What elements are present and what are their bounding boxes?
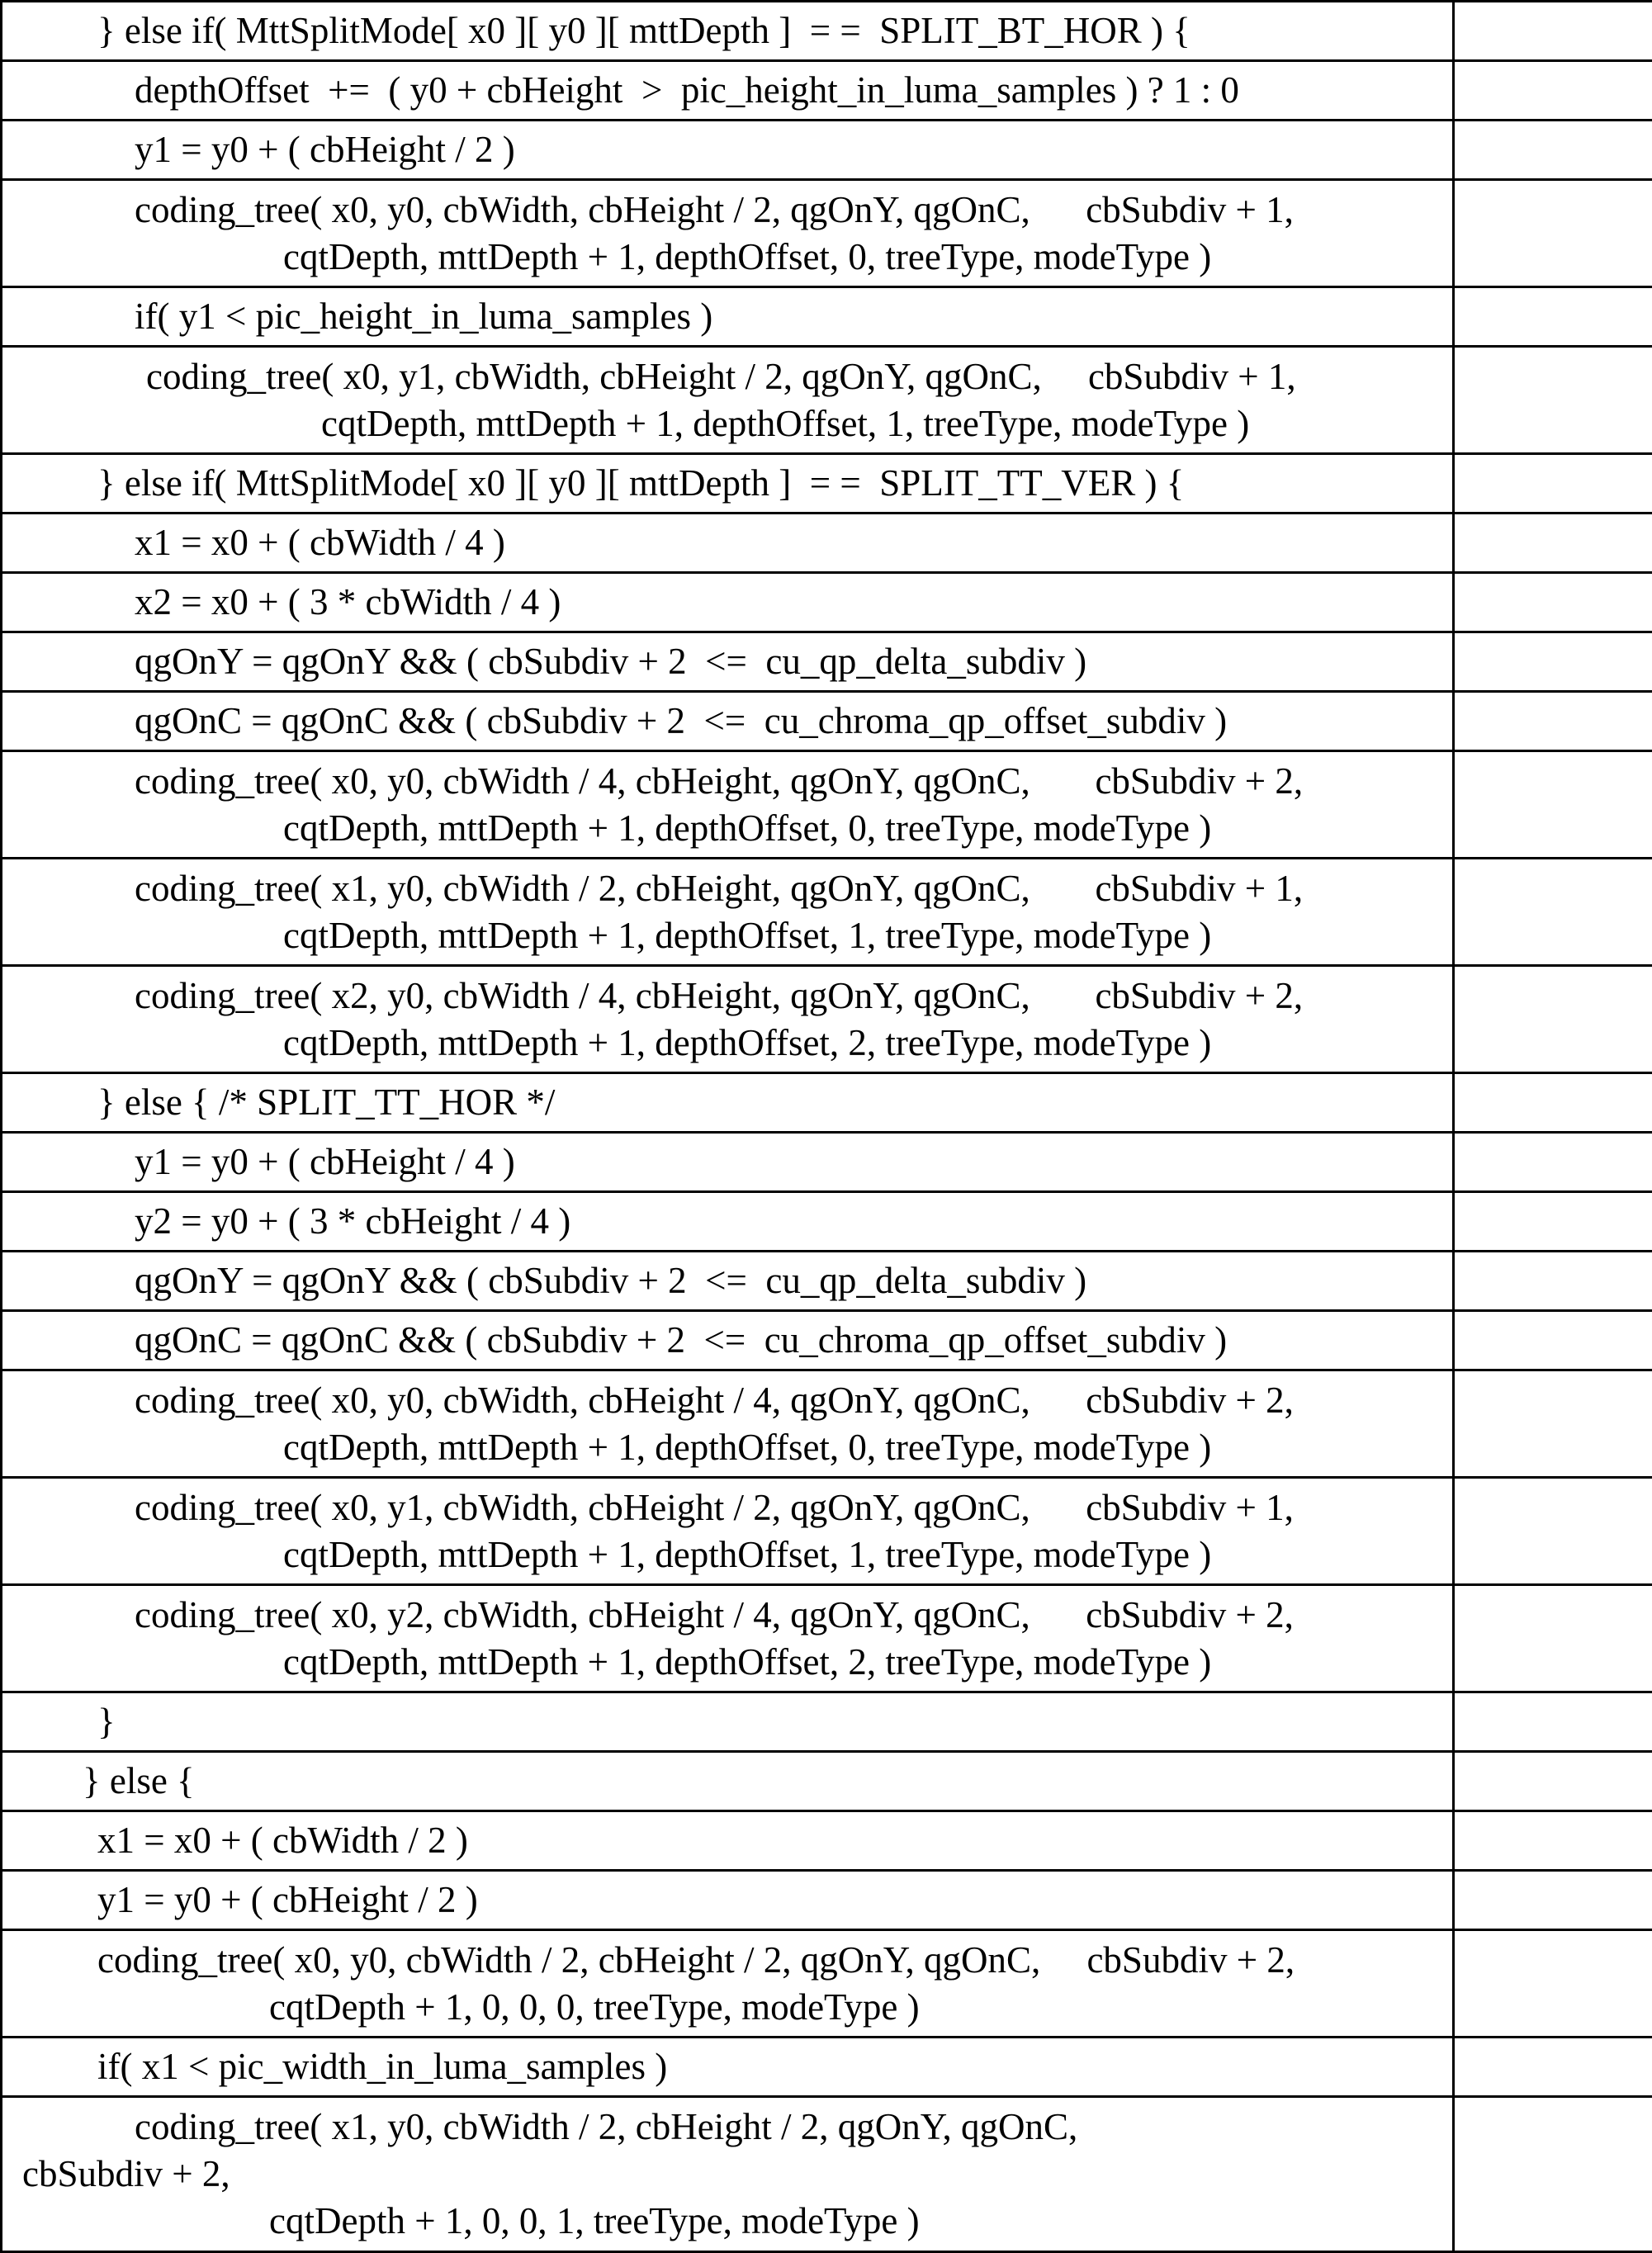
syntax-cell [2, 966, 1454, 1073]
syntax-line: qgOnY = qgOnY && ( cbSubdiv + 2 <= cu_qp_delta_subdiv ) [2, 638, 1452, 685]
table-row [2, 1811, 1652, 1871]
descriptor-cell [1454, 1073, 1652, 1133]
syntax-line: qgOnY = qgOnY && ( cbSubdiv + 2 <= cu_qp_delta_subdiv ) [2, 1257, 1452, 1304]
syntax-line: } [2, 1698, 1452, 1745]
table-row [2, 1692, 1652, 1752]
descriptor-cell [1454, 1133, 1652, 1192]
descriptor-cell [1454, 573, 1652, 632]
table-row [2, 1370, 1652, 1478]
table-row [2, 61, 1652, 121]
syntax-line: coding_tree( x0, y1, cbWidth, cbHeight / 2, qgOnY, qgOnC, cbSubdiv + 1, [2, 353, 1452, 400]
syntax-cell [2, 1252, 1454, 1311]
syntax-line: coding_tree( x0, y0, cbWidth, cbHeight / 4, qgOnY, qgOnC, cbSubdiv + 2, [2, 1377, 1452, 1424]
table-row [2, 632, 1652, 692]
descriptor-cell [1454, 1752, 1652, 1811]
syntax-line: cqtDepth, mttDepth + 1, depthOffset, 1, treeType, modeType ) [2, 400, 1452, 447]
descriptor-cell [1454, 2097, 1652, 2252]
descriptor-cell [1454, 1311, 1652, 1370]
syntax-cell [2, 1478, 1454, 1585]
syntax-line: x2 = x0 + ( 3 * cbWidth / 4 ) [2, 579, 1452, 626]
syntax-line: coding_tree( x0, y1, cbWidth, cbHeight / 2, qgOnY, qgOnC, cbSubdiv + 1, [2, 1484, 1452, 1531]
descriptor-cell [1454, 454, 1652, 514]
syntax-line: cqtDepth + 1, 0, 0, 1, treeType, modeType ) [2, 2198, 1452, 2245]
syntax-cell [2, 1370, 1454, 1478]
descriptor-cell [1454, 2038, 1652, 2097]
descriptor-cell [1454, 1370, 1652, 1478]
descriptor-cell [1454, 347, 1652, 454]
descriptor-cell [1454, 514, 1652, 573]
syntax-line: coding_tree( x0, y0, cbWidth / 4, cbHeight, qgOnY, qgOnC, cbSubdiv + 2, [2, 758, 1452, 805]
table-row [2, 1930, 1652, 2038]
syntax-line: cqtDepth, mttDepth + 1, depthOffset, 2, treeType, modeType ) [2, 1020, 1452, 1067]
syntax-cell [2, 2097, 1454, 2252]
syntax-line: x1 = x0 + ( cbWidth / 2 ) [2, 1817, 1452, 1864]
descriptor-cell [1454, 1811, 1652, 1871]
syntax-cell [2, 1811, 1454, 1871]
descriptor-cell [1454, 180, 1652, 287]
syntax-line: coding_tree( x0, y2, cbWidth, cbHeight / 4, qgOnY, qgOnC, cbSubdiv + 2, [2, 1592, 1452, 1639]
syntax-line: y2 = y0 + ( 3 * cbHeight / 4 ) [2, 1198, 1452, 1245]
syntax-line: cqtDepth, mttDepth + 1, depthOffset, 2, treeType, modeType ) [2, 1639, 1452, 1686]
syntax-cell [2, 287, 1454, 347]
table-row [2, 514, 1652, 573]
syntax-line: coding_tree( x1, y0, cbWidth / 2, cbHeight / 2, qgOnY, qgOnC, [2, 2104, 1452, 2151]
descriptor-cell [1454, 632, 1652, 692]
syntax-line: y1 = y0 + ( cbHeight / 4 ) [2, 1138, 1452, 1186]
syntax-cell [2, 2038, 1454, 2097]
descriptor-cell [1454, 1871, 1652, 1930]
syntax-cell [2, 1585, 1454, 1692]
table-row [2, 1252, 1652, 1311]
table-row [2, 287, 1652, 347]
table-row [2, 121, 1652, 180]
table-row [2, 1133, 1652, 1192]
syntax-cell [2, 573, 1454, 632]
descriptor-cell [1454, 1192, 1652, 1252]
syntax-line: depthOffset += ( y0 + cbHeight > pic_height_in_luma_samples ) ? 1 : 0 [2, 67, 1452, 114]
syntax-cell [2, 1871, 1454, 1930]
descriptor-cell [1454, 1930, 1652, 2038]
table-row [2, 180, 1652, 287]
table-row [2, 1478, 1652, 1585]
table-row [2, 347, 1652, 454]
syntax-line: cqtDepth, mttDepth + 1, depthOffset, 0, treeType, modeType ) [2, 1424, 1452, 1471]
table-row [2, 1752, 1652, 1811]
table-row [2, 692, 1652, 751]
syntax-line: } else if( MttSplitMode[ x0 ][ y0 ][ mttDepth ] = = SPLIT_TT_VER ) { [2, 460, 1452, 507]
syntax-cell [2, 1930, 1454, 2038]
descriptor-cell [1454, 1692, 1652, 1752]
syntax-line: cqtDepth, mttDepth + 1, depthOffset, 0, treeType, modeType ) [2, 234, 1452, 281]
syntax-line: x1 = x0 + ( cbWidth / 4 ) [2, 519, 1452, 566]
table-row [2, 1871, 1652, 1930]
syntax-cell [2, 751, 1454, 859]
syntax-line: y1 = y0 + ( cbHeight / 2 ) [2, 1877, 1452, 1924]
descriptor-cell [1454, 859, 1652, 966]
descriptor-cell [1454, 966, 1652, 1073]
descriptor-cell [1454, 692, 1652, 751]
syntax-line: cbSubdiv + 2, [2, 2151, 1452, 2198]
syntax-line: coding_tree( x1, y0, cbWidth / 2, cbHeight, qgOnY, qgOnC, cbSubdiv + 1, [2, 865, 1452, 912]
syntax-line: y1 = y0 + ( cbHeight / 2 ) [2, 126, 1452, 173]
descriptor-cell [1454, 1585, 1652, 1692]
descriptor-cell [1454, 1252, 1652, 1311]
syntax-table-body [2, 2, 1652, 2252]
syntax-line: coding_tree( x0, y0, cbWidth / 2, cbHeight / 2, qgOnY, qgOnC, cbSubdiv + 2, [2, 1937, 1452, 1984]
syntax-cell [2, 347, 1454, 454]
syntax-line: coding_tree( x2, y0, cbWidth / 4, cbHeight, qgOnY, qgOnC, cbSubdiv + 2, [2, 973, 1452, 1020]
syntax-cell [2, 1752, 1454, 1811]
syntax-line: cqtDepth, mttDepth + 1, depthOffset, 0, treeType, modeType ) [2, 805, 1452, 852]
descriptor-cell [1454, 751, 1652, 859]
syntax-line: cqtDepth, mttDepth + 1, depthOffset, 1, treeType, modeType ) [2, 1531, 1452, 1579]
syntax-cell [2, 1311, 1454, 1370]
table-row [2, 859, 1652, 966]
table-row [2, 966, 1652, 1073]
syntax-line: cqtDepth, mttDepth + 1, depthOffset, 1, treeType, modeType ) [2, 912, 1452, 959]
table-row [2, 751, 1652, 859]
table-row [2, 2097, 1652, 2252]
syntax-cell [2, 632, 1454, 692]
table-row [2, 2, 1652, 61]
syntax-cell [2, 1192, 1454, 1252]
table-row [2, 2038, 1652, 2097]
table-row [2, 454, 1652, 514]
descriptor-cell [1454, 1478, 1652, 1585]
syntax-cell [2, 1692, 1454, 1752]
syntax-cell [2, 859, 1454, 966]
syntax-line: qgOnC = qgOnC && ( cbSubdiv + 2 <= cu_chroma_qp_offset_subdiv ) [2, 698, 1452, 745]
syntax-cell [2, 692, 1454, 751]
syntax-line: cqtDepth + 1, 0, 0, 0, treeType, modeType ) [2, 1984, 1452, 2031]
table-row [2, 1073, 1652, 1133]
syntax-cell [2, 2, 1454, 61]
table-row [2, 1585, 1652, 1692]
syntax-cell [2, 514, 1454, 573]
syntax-line: } else if( MttSplitMode[ x0 ][ y0 ][ mttDepth ] = = SPLIT_BT_HOR ) { [2, 7, 1452, 54]
descriptor-cell [1454, 287, 1652, 347]
descriptor-cell [1454, 61, 1652, 121]
syntax-cell [2, 180, 1454, 287]
syntax-cell [2, 454, 1454, 514]
descriptor-cell [1454, 2, 1652, 61]
syntax-line: } else { [2, 1758, 1452, 1805]
table-row [2, 1311, 1652, 1370]
descriptor-cell [1454, 121, 1652, 180]
syntax-line: } else { /* SPLIT_TT_HOR */ [2, 1079, 1452, 1126]
syntax-cell [2, 1073, 1454, 1133]
table-row [2, 573, 1652, 632]
syntax-cell [2, 61, 1454, 121]
table-row [2, 1192, 1652, 1252]
syntax-line: if( x1 < pic_width_in_luma_samples ) [2, 2043, 1452, 2090]
syntax-line: qgOnC = qgOnC && ( cbSubdiv + 2 <= cu_chroma_qp_offset_subdiv ) [2, 1317, 1452, 1364]
syntax-table [0, 0, 1652, 2253]
syntax-line: coding_tree( x0, y0, cbWidth, cbHeight / 2, qgOnY, qgOnC, cbSubdiv + 1, [2, 187, 1452, 234]
syntax-cell [2, 1133, 1454, 1192]
syntax-line: if( y1 < pic_height_in_luma_samples ) [2, 293, 1452, 340]
syntax-cell [2, 121, 1454, 180]
